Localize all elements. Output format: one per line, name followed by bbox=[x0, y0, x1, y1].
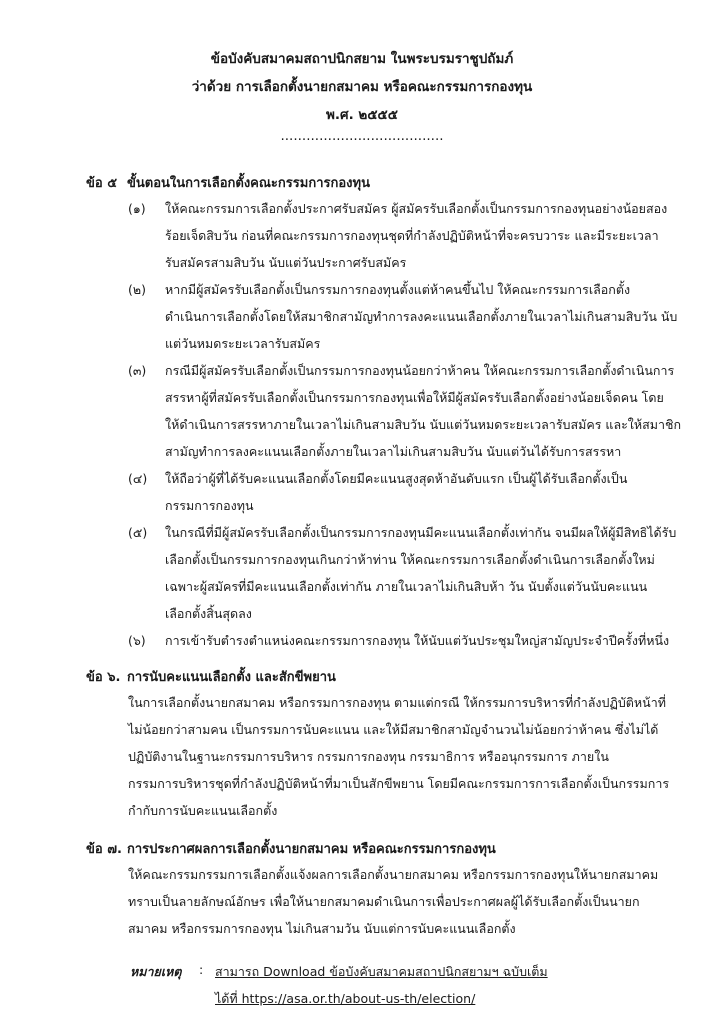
paragraph-line: ในการเลือกตั้งนายกสมาคม หรือกรรมการกองทุน ตามแต่กรณี ให้กรรมการบริหารที่กำลังปฏิบัติหน้าที่ bbox=[128, 695, 666, 710]
item-line: ให้ดำเนินการสรรหาภายในเวลาไม่เกินสามสิบวัน นับแต่วันหมดระยะเวลารับสมัคร และให้สมาชิก bbox=[165, 417, 682, 432]
item-line: เลือกตั้งสิ้นสุดลง bbox=[165, 606, 252, 621]
item-line: ร้อยเจ็ดสิบวัน ก่อนที่คณะกรรมการกองทุนชุดที่กำลังปฏิบัติหน้าที่จะครบวาระ และมีระยะเวลา bbox=[165, 228, 659, 243]
item-number: (๔) bbox=[128, 471, 148, 486]
paragraph-line: สมาคม หรือกรรมการกองทุน ไม่เกินสามวัน นับแต่การนับคะแนนเลือกตั้ง bbox=[128, 921, 516, 936]
section-7-number: ข้อ ๗. bbox=[86, 842, 122, 857]
note-label: หมายเหตุ bbox=[130, 964, 182, 979]
paragraph-line: ทราบเป็นลายลักษณ์อักษร เพื่อให้นายกสมาคมดำเนินการเพื่อประกาศผลผู้ได้รับเลือกตั้งเป็นนายก bbox=[128, 894, 640, 909]
paragraph-line: กรรมการบริหารชุดที่กำลังปฏิบัติหน้าที่มาเป็นสักขีพยาน โดยมีคณะกรรมการการเลือกตั้งเป็นกรรมการ bbox=[128, 776, 670, 791]
note-colon: : bbox=[199, 962, 204, 977]
section-6-title: การนับคะแนนเลือกตั้ง และสักขีพยาน bbox=[127, 670, 336, 685]
paragraph-line: ปฏิบัติงานในฐานะกรรมการบริหาร กรรมการกองทุน กรรมาธิการ หรืออนุกรรมการ ภายใน bbox=[128, 749, 609, 764]
item-number: (๖) bbox=[128, 633, 146, 648]
item-line: ดำเนินการเลือกตั้งโดยให้สมาชิกสามัญทำการลงคะแนนเลือกตั้งภายในเวลาไม่เกินสามสิบวัน นับ bbox=[165, 309, 678, 324]
paragraph-line: ให้คณะกรรมกรรมการเลือกตั้งแจ้งผลการเลือกตั้งนายกสมาคม หรือกรรมการกองทุนให้นายกสมาคม bbox=[128, 867, 659, 882]
section-5-number: ข้อ ๕ bbox=[86, 176, 118, 191]
item-line: ให้คณะกรรมการเลือกตั้งประกาศรับสมัคร ผู้สมัครรับเลือกตั้งเป็นกรรมการกองทุนอย่างน้อยสอง bbox=[165, 201, 668, 216]
document-title-line2: ว่าด้วย การเลือกตั้งนายกสมาคม หรือคณะกรรมการกองทุน bbox=[191, 79, 533, 95]
item-number: (๒) bbox=[128, 282, 146, 297]
item-line: เลือกตั้งเป็นกรรมการกองทุนเกินกว่าห้าท่าน ให้คณะกรรมการเลือกตั้งดำเนินการเลือกตั้งใหม่ bbox=[165, 552, 655, 567]
item-line: กรณีมีผู้สมัครรับเลือกตั้งเป็นกรรมการกองทุนน้อยกว่าห้าคน ให้คณะกรรมการเลือกตั้งดำเนินการ bbox=[165, 363, 675, 378]
section-5-title: ขั้นตอนในการเลือกตั้งคณะกรรมการกองทุน bbox=[127, 176, 370, 191]
paragraph-line: ไม่น้อยกว่าสามคน เป็นกรรมการนับคะแนน และให้มีสมาชิกสามัญจำนวนไม่น้อยกว่าห้าคน ซึ่งไม่ได้ bbox=[128, 722, 659, 737]
document-title-line1: ข้อบังคับสมาคมสถาปนิกสยาม ในพระบรมราชูปถัมภ์ bbox=[210, 51, 514, 67]
paragraph-line: กำกับการนับคะแนนเลือกตั้ง bbox=[128, 803, 278, 818]
item-number: (๑) bbox=[128, 201, 146, 216]
section-7-title: การประกาศผลการเลือกตั้งนายกสมาคม หรือคณะกรรมการกองทุน bbox=[127, 842, 496, 857]
election-url-link[interactable]: ได้ที่ https://asa.or.th/about-us-th/election/ bbox=[215, 991, 476, 1006]
item-line: เฉพาะผู้สมัครที่มีคะแนนเลือกตั้งเท่ากัน ภายในเวลาไม่เกินสิบห้า วัน นับตั้งแต่วันนับคะแนน bbox=[165, 579, 648, 594]
item-number: (๓) bbox=[128, 363, 147, 378]
item-number: (๕) bbox=[128, 525, 148, 540]
section-6-number: ข้อ ๖. bbox=[86, 670, 121, 685]
item-line: การเข้ารับตำรงตำแหน่งคณะกรรมการกองทุน ให้นับแต่วันประชุมใหญ่สามัญประจำปีครั้งที่หนึ่ง bbox=[165, 633, 670, 648]
item-line: สรรหาผู้ที่สมัครรับเลือกตั้งเป็นกรรมการกองทุนเพื่อให้มีผู้สมัครรับเลือกตั้งอย่างน้อยเจ็ดคน โดย bbox=[165, 390, 664, 405]
item-line: กรรมการกองทุน bbox=[165, 498, 254, 513]
item-line: รับสมัครสามสิบวัน นับแต่วันประกาศรับสมัคร bbox=[165, 255, 407, 270]
item-line: แต่วันหมดระยะเวลารับสมัคร bbox=[165, 336, 321, 351]
document-title-year: พ.ศ. ๒๕๕๕ bbox=[326, 107, 398, 123]
item-line: ในกรณีที่มีผู้สมัครรับเลือกตั้งเป็นกรรมการกองทุนมีคะแนนเลือกตั้งเท่ากัน จนมีผลให้ผู้มีสิทธิได้รับ bbox=[165, 525, 677, 540]
download-link[interactable]: สามารถ Download ข้อบังคับสมาคมสถาปนิกสยามฯ ฉบับเต็ม bbox=[215, 964, 548, 979]
item-line: หากมีผู้สมัครรับเลือกตั้งเป็นกรรมการกองทุนตั้งแต่ห้าคนขึ้นไป ให้คณะกรรมการเลือกตั้ง bbox=[165, 282, 631, 297]
item-line: สามัญทำการลงคะแนนเลือกตั้งภายในเวลาไม่เกินสามสิบวัน นับแต่วันได้รับการสรรหา bbox=[165, 444, 622, 459]
item-line: ให้ถือว่าผู้ที่ได้รับคะแนนเลือกตั้งโดยมีคะแนนสูงสุดห้าอันดับแรก เป็นผู้ได้รับเลือกตั้งเป็น bbox=[165, 471, 628, 486]
title-divider: ...................................... bbox=[280, 128, 444, 144]
